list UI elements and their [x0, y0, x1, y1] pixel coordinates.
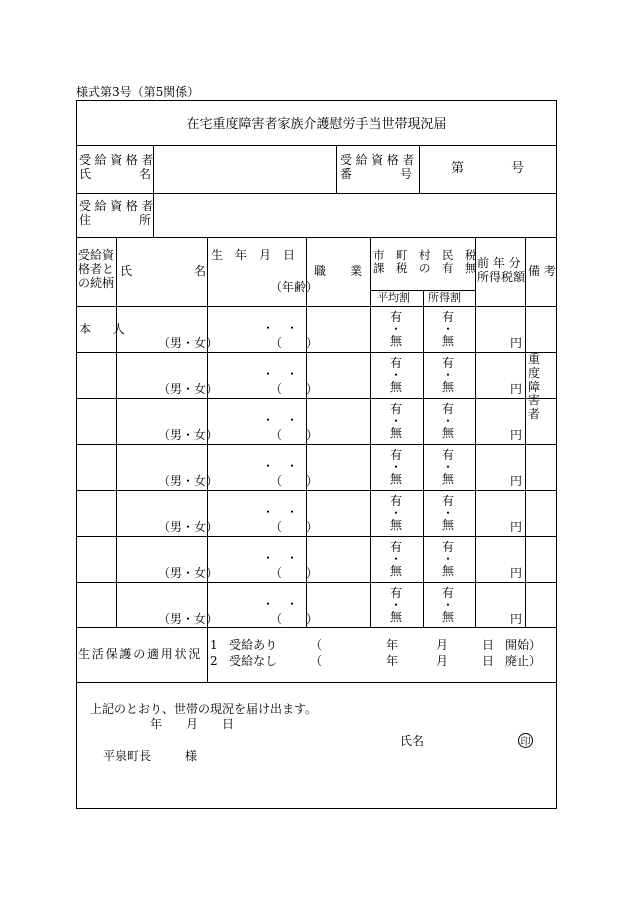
row-income-dot: ・ [441, 460, 454, 474]
welfare-stop: 廃止） [505, 654, 542, 668]
row-sex: （男・女） [158, 336, 219, 350]
welfare-opt1: 1 受給あり [210, 638, 278, 652]
rule-v-number-left [336, 146, 337, 193]
row-income-dot: ・ [441, 506, 454, 520]
row-income-no: 無 [441, 334, 454, 348]
row-income-yes: 有 [441, 402, 454, 416]
seal-mark: 印 [518, 733, 533, 748]
row-birth-date: ・ ・ [262, 597, 299, 611]
row-rule [76, 352, 557, 353]
row-rule [76, 490, 557, 491]
row-rule [76, 582, 557, 583]
row-income-yes: 有 [441, 540, 454, 554]
row-income-dot: ・ [441, 598, 454, 612]
rule-v-job [370, 237, 371, 627]
form-number-label: 様式第3号（第5関係） [76, 85, 200, 99]
row-income-no: 無 [441, 380, 454, 394]
row-income-yes: 有 [441, 448, 454, 462]
rule-h5 [76, 682, 557, 683]
row-flat-no: 無 [389, 380, 402, 394]
row-birth-date: ・ ・ [262, 367, 299, 381]
form-title: 在宅重度障害者家族介護慰労手当世帯現況届 [76, 100, 557, 146]
row-income-dot: ・ [441, 368, 454, 382]
row-relation: 本 人 [79, 322, 130, 336]
row-flat-no: 無 [389, 334, 402, 348]
row-yen: 円 [510, 612, 523, 626]
rule-h3 [76, 306, 557, 307]
row-rule [76, 398, 557, 399]
row-yen: 円 [510, 382, 523, 396]
welfare-year-2: 年 [386, 654, 399, 668]
header-birth: 生 年 月 日 [211, 248, 296, 262]
row-sex: （男・女） [158, 428, 219, 442]
row-age: （ ） [270, 566, 319, 580]
addressee-honorific: 様 [185, 749, 198, 763]
row-flat-no: 無 [389, 472, 402, 486]
row-flat-dot: ・ [389, 322, 402, 336]
row-income-yes: 有 [441, 356, 454, 370]
row-yen: 円 [510, 566, 523, 580]
row-birth-date: ・ ・ [262, 505, 299, 519]
row-income-dot: ・ [441, 322, 454, 336]
row-age: （ ） [270, 382, 319, 396]
rule-h4 [76, 627, 557, 628]
row-flat-dot: ・ [389, 598, 402, 612]
row-yen: 円 [510, 336, 523, 350]
header-name-1: 氏 [120, 264, 133, 278]
row-flat-yes: 有 [389, 310, 402, 324]
header-tax: 市 町 村 民 税 課 税 の 有 無 [373, 248, 477, 276]
welfare-year-1: 年 [386, 638, 399, 652]
row-flat-yes: 有 [389, 356, 402, 370]
row-income-no: 無 [441, 518, 454, 532]
welfare-day-2: 日 [482, 654, 495, 668]
row-income-no: 無 [441, 472, 454, 486]
header-income-tax: 前 年 分 所得税額 [477, 256, 526, 284]
row-flat-dot: ・ [389, 552, 402, 566]
rule-h1 [76, 193, 557, 194]
row-birth-date: ・ ・ [262, 551, 299, 565]
row-flat-no: 無 [389, 518, 402, 532]
row-income-dot: ・ [441, 414, 454, 428]
number-suffix: 号 [511, 161, 525, 176]
welfare-paren-2: （ [310, 654, 323, 668]
row-yen: 円 [510, 520, 523, 534]
row-flat-dot: ・ [389, 368, 402, 382]
row-income-dot: ・ [441, 552, 454, 566]
row-sex: （男・女） [158, 382, 219, 396]
row-flat-no: 無 [389, 426, 402, 440]
row-sex: （男・女） [158, 474, 219, 488]
row-flat-yes: 有 [389, 540, 402, 554]
row-income-yes: 有 [441, 494, 454, 508]
welfare-label: 生活保護の適用状況 [78, 647, 203, 661]
header-job: 職 業 [314, 264, 363, 278]
row-income-no: 無 [441, 610, 454, 624]
row-flat-no: 無 [389, 610, 402, 624]
applicant-number-label: 受給資格者 番 号 [340, 153, 419, 181]
declaration-text: 上記のとおり、世帯の現況を届け出ます。 [90, 702, 318, 716]
number-prefix: 第 [451, 161, 465, 176]
row-income-no: 無 [441, 564, 454, 578]
row-sex: （男・女） [158, 612, 219, 626]
row-flat-yes: 有 [389, 448, 402, 462]
welfare-opt2: 2 受給なし [210, 654, 278, 668]
row-age: （ ） [270, 474, 319, 488]
rule-h2 [76, 237, 557, 238]
row-yen: 円 [510, 474, 523, 488]
row-rule [76, 536, 557, 537]
rule-v-tax-split [423, 290, 424, 627]
row-flat-yes: 有 [389, 402, 402, 416]
row-flat-no: 無 [389, 564, 402, 578]
declaration-date: 年 月 日 [150, 717, 235, 731]
row-age: （ ） [270, 336, 319, 350]
row-sex: （男・女） [158, 566, 219, 580]
welfare-day-1: 日 [482, 638, 495, 652]
header-name-2: 名 [194, 264, 207, 278]
row-income-yes: 有 [441, 586, 454, 600]
row-yen: 円 [510, 428, 523, 442]
row-age: （ ） [270, 612, 319, 626]
row-remark: 重度障害者 [528, 352, 545, 422]
row-sex: （男・女） [158, 520, 219, 534]
row-flat-dot: ・ [389, 506, 402, 520]
header-age: （年齢） [270, 280, 319, 294]
rule-v-tax [475, 237, 476, 627]
addressee: 平泉町長 [103, 749, 152, 763]
row-flat-yes: 有 [389, 494, 402, 508]
header-tax-flat: 平均割 [377, 291, 410, 304]
row-age: （ ） [270, 428, 319, 442]
welfare-month-1: 月 [436, 638, 449, 652]
row-flat-dot: ・ [389, 460, 402, 474]
rule-v-income [525, 237, 526, 627]
row-flat-yes: 有 [389, 586, 402, 600]
row-income-no: 無 [441, 426, 454, 440]
row-birth-date: ・ ・ [262, 459, 299, 473]
welfare-start: 開始） [505, 638, 542, 652]
rule-v-number-right [419, 146, 420, 193]
applicant-name-label: 受給資格者 氏 名 [79, 153, 158, 181]
row-age: （ ） [270, 520, 319, 534]
header-tax-income: 所得割 [428, 291, 461, 304]
row-birth-date: ・ ・ [262, 413, 299, 427]
rule-v-relation [116, 237, 117, 627]
welfare-paren-1: （ [310, 638, 323, 652]
header-relation: 受給資 格者と の続柄 [78, 248, 115, 290]
declaration-name-label: 氏名 [400, 734, 425, 748]
welfare-month-2: 月 [436, 654, 449, 668]
row-income-yes: 有 [441, 310, 454, 324]
applicant-address-label: 受給資格者 住 所 [79, 199, 158, 227]
row-birth-date: ・ ・ [262, 321, 299, 335]
row-rule [76, 444, 557, 445]
row-flat-dot: ・ [389, 414, 402, 428]
header-remarks: 備 考 [528, 264, 556, 278]
